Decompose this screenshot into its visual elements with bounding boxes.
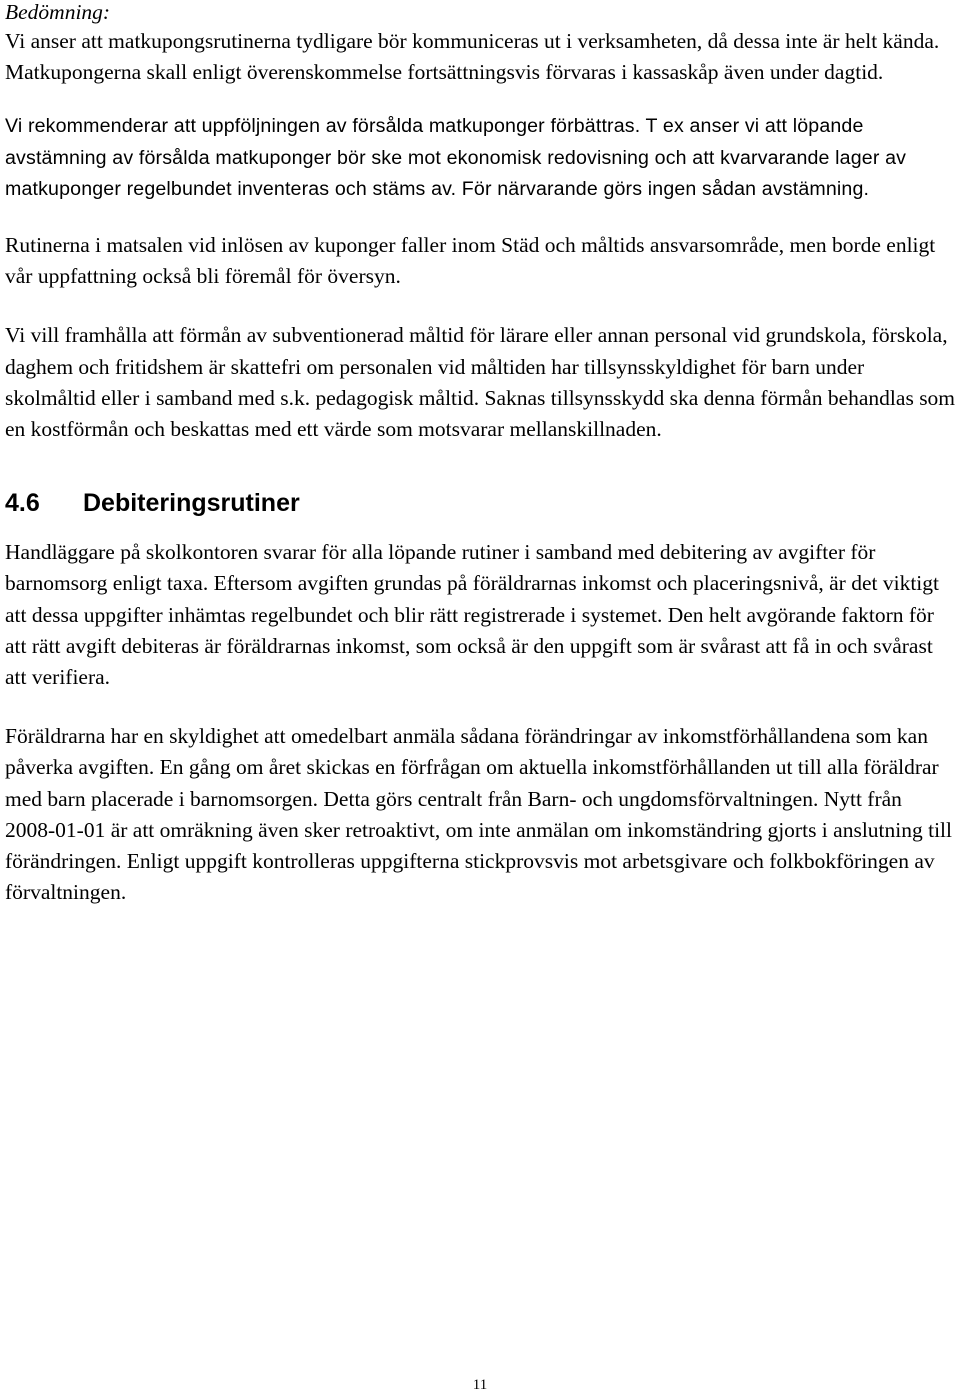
- section-heading: [5, 488, 957, 518]
- section-title: Debiteringsrutiner: [83, 489, 300, 518]
- assessment-paragraph-1: Vi anser att matkupongsrutinerna tydligare bör kommuniceras ut i verksamheten, då dessa inte är helt kända. Matkupongerna skall enligt överenskommelse fortsättningsvis förvaras i kassaskåp även under dagtid.: [5, 29, 940, 85]
- assessment-paragraph-2: Vi rekommenderar att uppföljningen av försålda matkuponger förbättras. T ex anser vi att löpande avstämning av försålda matkuponger bör ske mot ekonomisk redovisning och att kvarvarande lager av matkuponger regelbundet inventeras och stäms av. För närvarande görs ingen sådan avstämning.: [5, 115, 907, 200]
- assessment-label: Bedömning:: [5, 0, 111, 24]
- assessment-paragraph-3: Rutinerna i matsalen vid inlösen av kuponger faller inom Städ och måltids ansvarsområde, men borde enligt vår uppfattning också bli föremål för översyn.: [5, 233, 936, 289]
- section-number: 4.6: [5, 489, 40, 518]
- document-page: [5, 0, 957, 908]
- section-paragraph-1: Handläggare på skolkontoren svarar för alla löpande rutiner i samband med debitering av avgifter för barnomsorg enligt taxa. Eftersom avgiften grundas på föräldrarnas inkomst och placeringsnivå, är det viktigt att dessa uppgifter inhämtas regelbundet och blir rätt registrerade i systemet. Den helt avgörande faktorn för att rätt avgift debiteras är föräldrarnas inkomst, som också är den uppgift som är svårast att få in och svårast att verifiera.: [5, 540, 939, 690]
- section-paragraph-2: Föräldrarna har en skyldighet att omedelbart anmäla sådana förändringar av inkomstförhållandena som kan påverka avgiften. En gång om året skickas en förfrågan om aktuella inkomstförhållanden ut till alla föräldrar med barn placerade i barnomsorgen. Detta görs centralt från Barn- och ungdomsförvaltningen. Nytt från 2008-01-01 är att omräkning även sker retroaktivt, om inte anmälan om inkomständring gjorts i anslutning till förändringen. Enligt uppgift kontrolleras uppgifterna stickprovsvis mot arbetsgivare och folkbokföringen av förvaltningen.: [5, 724, 953, 905]
- page-number: 11: [472, 1377, 488, 1393]
- assessment-paragraph-4: Vi vill framhålla att förmån av subventionerad måltid för lärare eller annan personal vid grundskola, förskola, daghem och fritidshem är skattefri om personalen vid måltiden har tillsynsskyldighet för barn under skolmåltid eller i samband med s.k. pedagogisk måltid. Saknas tillsynsskydd ska denna förmån behandlas som en kostförmån och beskattas med ett värde som motsvarar mellanskillnaden.: [5, 323, 956, 442]
